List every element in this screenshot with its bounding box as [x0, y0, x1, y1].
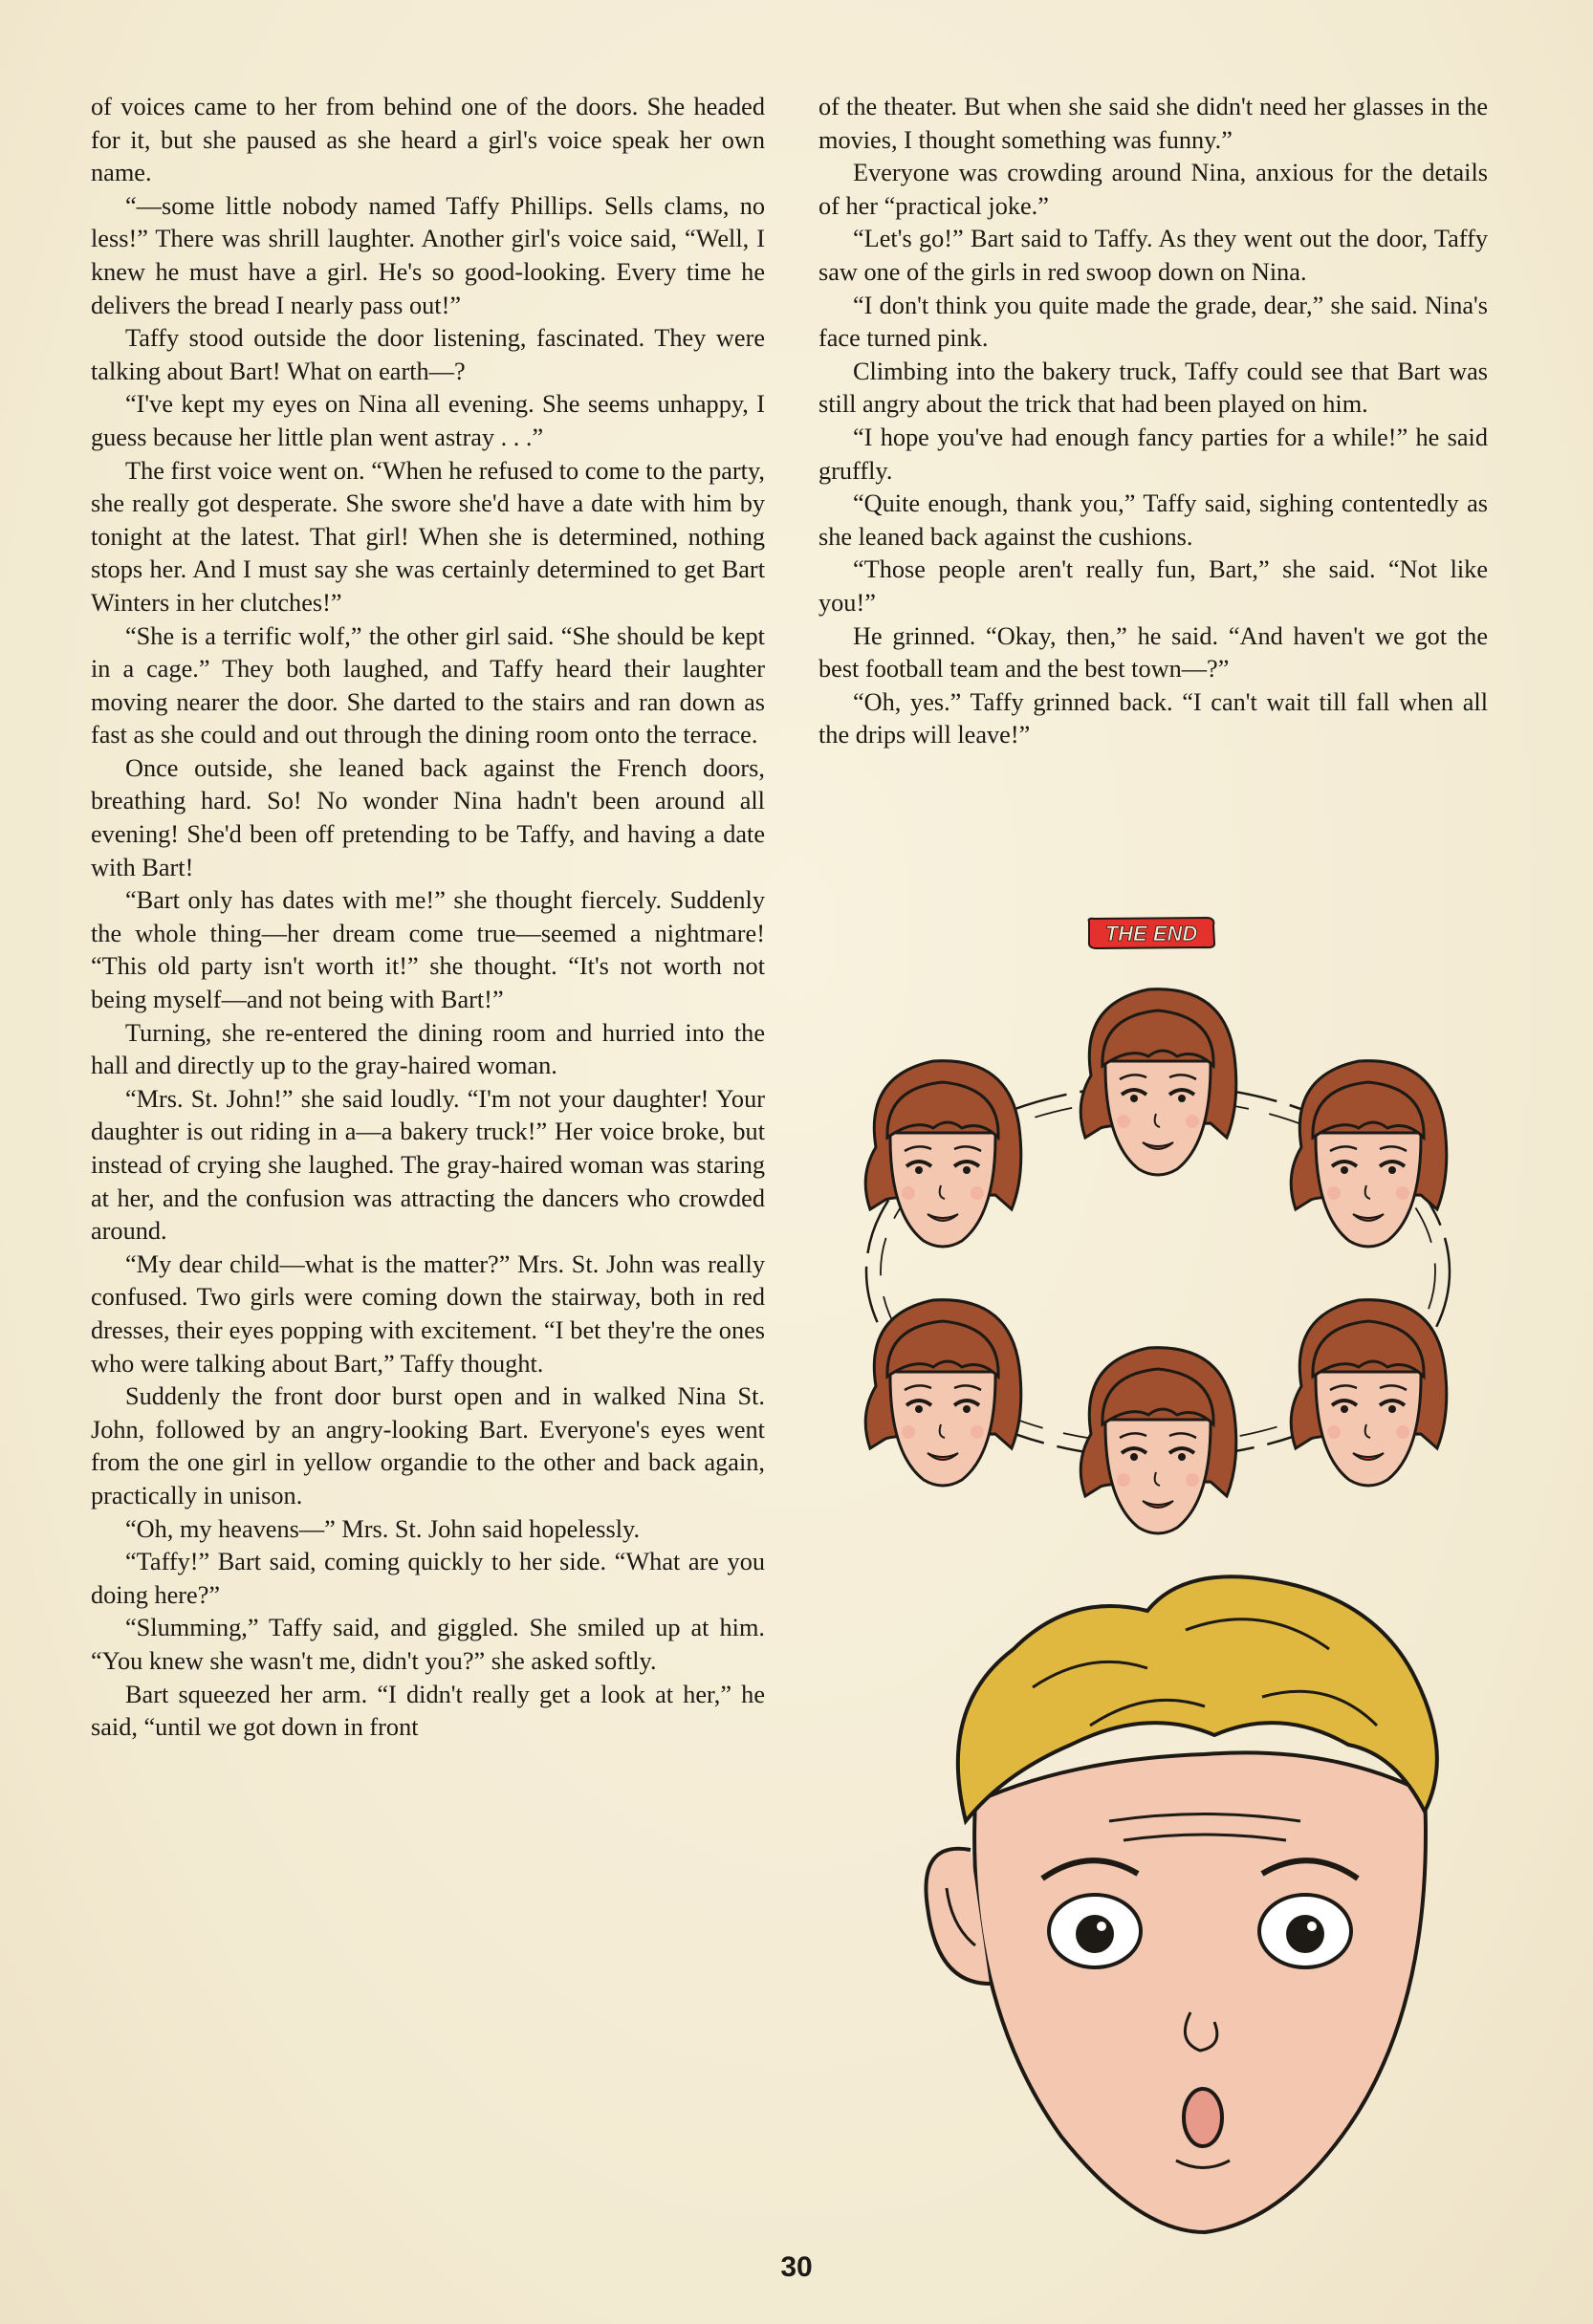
story-paragraph: “I've kept my eyes on Nina all evening. She seems unhappy, I guess because her little plan went astray . . .” [91, 390, 765, 451]
page-number: 30 [780, 2251, 813, 2283]
story-column-right [818, 91, 1488, 752]
story-paragraph: He grinned. “Okay, then,” he said. “And haven't we got the best football team and the best town—?” [818, 621, 1488, 684]
girl-face-3 [1291, 1061, 1447, 1247]
story-paragraph: “Oh, yes.” Taffy grinned back. “I can't wait till fall when all the drips will leave!” [818, 687, 1488, 749]
story-paragraph: “Taffy!” Bart said, coming quickly to her side. “What are you doing here?” [91, 1548, 765, 1609]
girl-face-5 [1080, 1348, 1236, 1533]
story-paragraph: Taffy stood outside the door listening, fascinated. They were talking about Bart! What on earth—? [91, 324, 765, 385]
story-paragraph: Once outside, she leaned back against the French doors, breathing hard. So! No wonder Nina hadn't been around all evening! She'd been off pretending to be Taffy, and having a date with Bart! [91, 753, 765, 881]
girl-faces-illustration [828, 985, 1488, 1558]
story-paragraph: “I hope you've had enough fancy parties for a while!” he said gruffly. [818, 423, 1488, 485]
story-paragraph: “Let's go!” Bart said to Taffy. As they went out the door, Taffy saw one of the girls in red swoop down on Nina. [818, 225, 1488, 286]
story-paragraph: Suddenly the front door burst open and in walked Nina St. John, followed by an angry-looking Bart. Everyone's eyes went from the one girl in yellow organdie to the other and back again, practically in unison. [91, 1382, 765, 1510]
story-paragraph: Everyone was crowding around Nina, anxious for the details of her “practical joke.” [818, 159, 1488, 220]
girl-face-1 [865, 1061, 1021, 1247]
story-paragraph: “Bart only has dates with me!” she thought fiercely. Suddenly the whole thing—her dream come true—seemed a nightmare! “This old party isn't worth it!” she thought. “It's not worth not being myself—and not being with Bart!” [91, 886, 765, 1014]
story-paragraph: “—some little nobody named Taffy Phillips. Sells clams, no less!” There was shrill laughter. Another girl's voice said, “Well, I knew he must have a girl. He's so good-looking. Every time he delivers the bread I nearly pass out!” [91, 191, 765, 319]
story-paragraph: “Those people aren't really fun, Bart,” she said. “Not like you!” [818, 555, 1488, 617]
story-paragraph: “Quite enough, thank you,” Taffy said, sighing contentedly as she leaned back against the cushions. [818, 489, 1488, 551]
story-paragraph: of the theater. But when she said she didn't need her glasses in the movies, I thought something was funny.” [818, 93, 1488, 154]
the-end-text: THE END [1104, 922, 1198, 945]
story-paragraph: The first voice went on. “When he refused to come to the party, she really got desperate. She swore she'd have a date with him by tonight at the latest. That girl! When she is determined, nothing stops her. And I must say she was certainly determined to get Bart Winters in her clutches!” [91, 456, 765, 617]
story-paragraph: “Oh, my heavens—” Mrs. St. John said hopelessly. [125, 1514, 641, 1543]
surprised-boy-illustration [899, 1563, 1492, 2251]
story-paragraph: “She is a terrific wolf,” the other girl said. “She should be kept in a cage.” They both laughed, and Taffy heard their laughter moving nearer the door. She darted to the stairs and ran down as fast as she could and out through the dining room onto the terrace. [91, 621, 765, 749]
story-paragraph: Bart squeezed her arm. “I didn't really get a look at her,” he said, “until we got down in front [91, 1680, 765, 1742]
girl-face-4 [865, 1300, 1021, 1486]
girl-face-2 [1080, 989, 1236, 1175]
story-paragraph: Climbing into the bakery truck, Taffy could see that Bart was still angry about the trick that had been played on him. [818, 357, 1488, 419]
story-paragraph: of voices came to her from behind one of the doors. She headed for it, but she paused as she heard a girl's voice speak her own name. [91, 93, 765, 187]
girl-face-6 [1291, 1300, 1447, 1486]
story-paragraph: “My dear child—what is the matter?” Mrs. St. John was really confused. Two girls were coming down the stairway, both in red dresses, their eyes popping with excitement. “I bet they're the ones who were talking about Bart,” Taffy thought. [91, 1249, 765, 1378]
story-column-left [91, 91, 765, 1745]
story-paragraph: “I don't think you quite made the grade, dear,” she said. Nina's face turned pink. [818, 291, 1488, 353]
story-paragraph: “Mrs. St. John!” she said loudly. “I'm not your daughter! Your daughter is out riding in a—a bakery truck!” Her voice broke, but instead of crying she laughed. The gray-haired woman was staring at her, and the confusion was attracting the dancers who crowded around. [91, 1084, 765, 1246]
the-end-badge [1085, 916, 1217, 950]
story-paragraph: “Slumming,” Taffy said, and giggled. She smiled up at him. “You knew she wasn't me, didn't you?” she asked softly. [91, 1614, 765, 1675]
story-paragraph: Turning, she re-entered the dining room and hurried into the hall and directly up to the gray-haired woman. [91, 1018, 765, 1080]
